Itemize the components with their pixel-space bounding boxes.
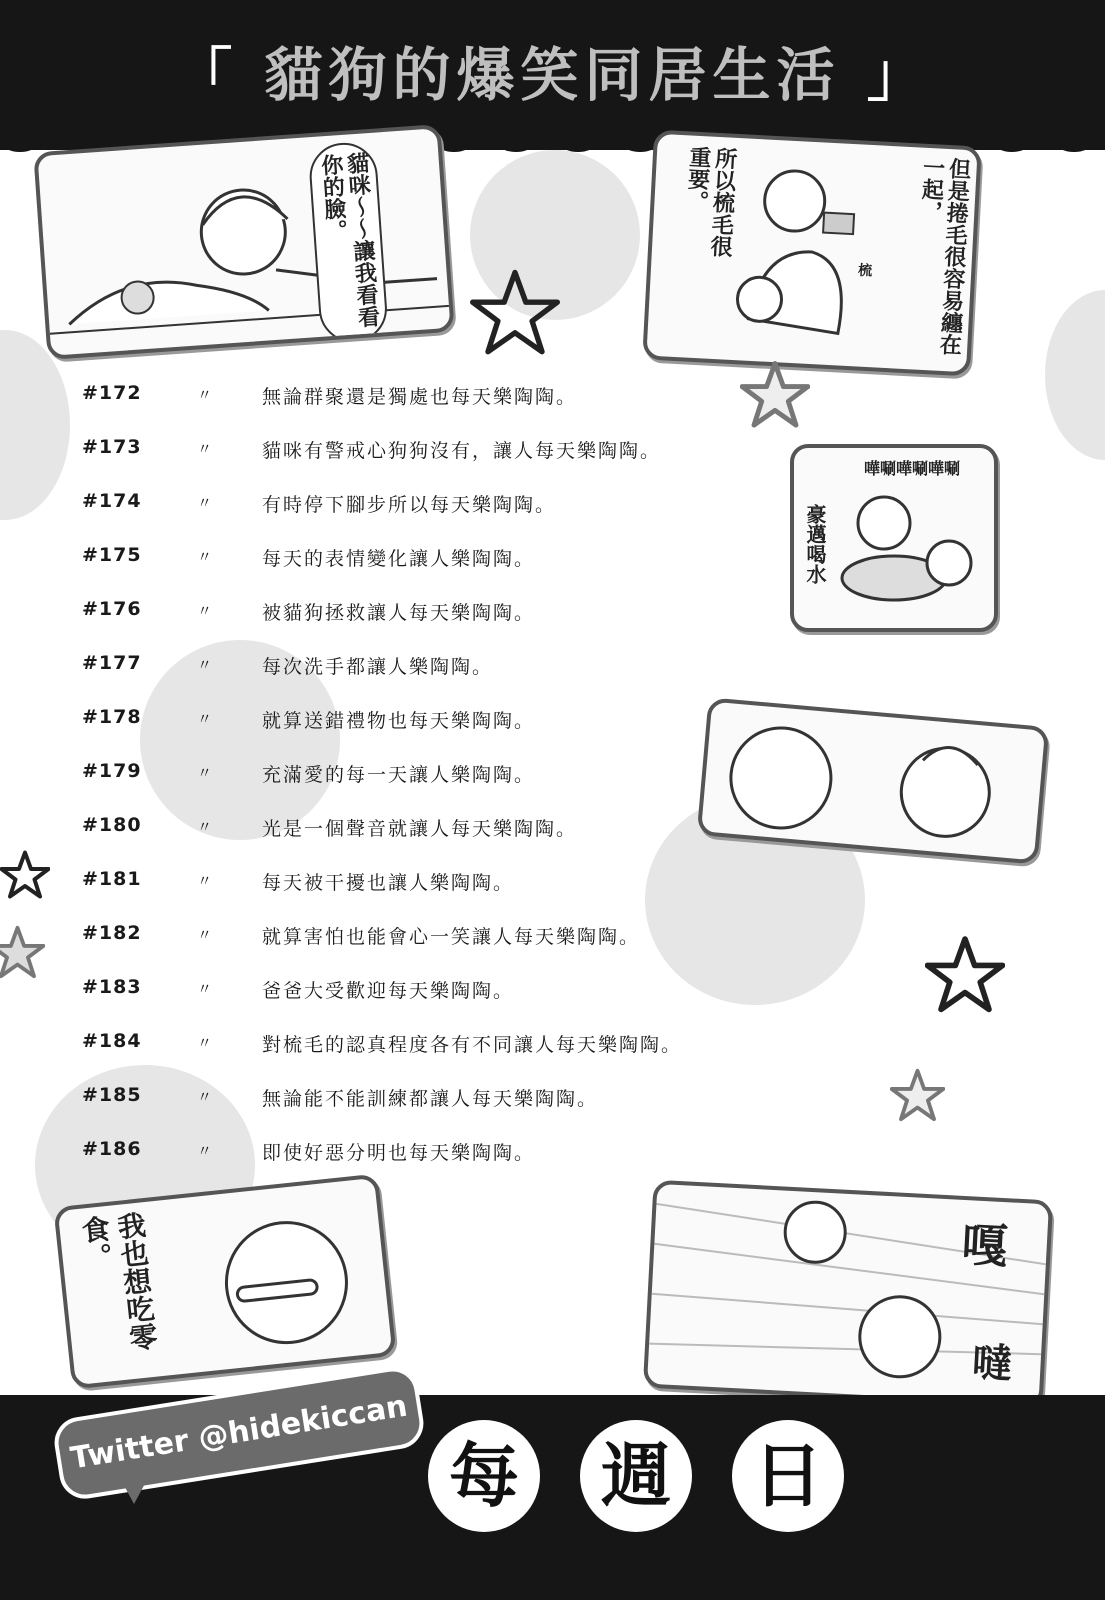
episode-title: 無論群聚還是獨處也每天樂陶陶。 [262, 386, 578, 408]
star-icon [925, 935, 1005, 1015]
star-icon [0, 925, 45, 980]
ditto-mark: 〃 [197, 710, 213, 728]
caption-bottom: 所以梳毛很重要。 [683, 145, 738, 258]
panel-illustration [701, 702, 1045, 861]
speech-bubble: 貓咪～～讓我看看你的臉。 [307, 141, 389, 345]
list-item [82, 760, 722, 790]
episode-title: 充滿愛的每一天讓人樂陶陶。 [262, 764, 536, 786]
star-icon [890, 1068, 945, 1123]
comic-panel-drinking [790, 444, 998, 632]
ditto-mark: 〃 [197, 656, 213, 674]
title-text: 貓狗的爆笑同居生活 [264, 41, 841, 109]
episode-title: 每天被干擾也讓人樂陶陶。 [262, 872, 515, 894]
weekday-char-3: 日 [732, 1420, 844, 1532]
comic-panel-snack [53, 1173, 396, 1389]
episode-title: 每天的表情變化讓人樂陶陶。 [262, 548, 536, 570]
ditto-mark: 〃 [197, 1142, 213, 1160]
episode-number: #183 [82, 976, 142, 998]
list-item [82, 490, 722, 520]
speech-tail [120, 1478, 148, 1504]
episode-title: 即使好惡分明也每天樂陶陶。 [262, 1142, 536, 1164]
ditto-mark: 〃 [197, 1034, 213, 1052]
episode-number: #173 [82, 436, 142, 458]
title-bracket-close: 」 [866, 41, 931, 109]
ditto-mark: 〃 [197, 386, 213, 404]
list-item [82, 1030, 722, 1060]
sfx-splash: 嘩唰嘩唰嘩唰 [864, 459, 961, 478]
title-bracket-open: 「 [174, 41, 239, 109]
ditto-mark: 〃 [197, 494, 213, 512]
bg-circle [0, 330, 70, 520]
list-item [82, 1084, 722, 1114]
ditto-mark: 〃 [197, 926, 213, 944]
episode-title: 無論能不能訓練都讓人每天樂陶陶。 [262, 1088, 599, 1110]
sfx-top: 嘎 [953, 1219, 1010, 1269]
episode-title: 爸爸大受歡迎每天樂陶陶。 [262, 980, 515, 1002]
list-item [82, 922, 722, 952]
episode-number: #180 [82, 814, 142, 836]
comic-panel-cat-dog [697, 697, 1050, 864]
ditto-mark: 〃 [197, 440, 213, 458]
episode-number: #174 [82, 490, 142, 512]
caption-drinking: 豪邁喝水 [803, 504, 827, 584]
episode-number: #177 [82, 652, 142, 674]
twitter-handle: Twitter @hidekiccan [51, 1364, 427, 1503]
list-item [82, 814, 722, 844]
bg-circle [1045, 290, 1105, 460]
episode-number: #182 [82, 922, 142, 944]
ditto-mark: 〃 [197, 764, 213, 782]
episode-number: #172 [82, 382, 142, 404]
caption-snack: 我也想吃零食。 [76, 1209, 160, 1353]
episode-title: 就算送錯禮物也每天樂陶陶。 [262, 710, 536, 732]
episode-number: #178 [82, 706, 142, 728]
list-item [82, 868, 722, 898]
list-item [82, 382, 722, 412]
episode-number: #184 [82, 1030, 142, 1052]
episode-title: 貓咪有警戒心狗狗沒有，讓人每天樂陶陶。 [262, 440, 662, 462]
episode-title: 光是一個聲音就讓人每天樂陶陶。 [262, 818, 578, 840]
episode-title: 對梳毛的認真程度各有不同讓人每天樂陶陶。 [262, 1034, 683, 1056]
ditto-mark: 〃 [197, 818, 213, 836]
panel-illustration [38, 128, 451, 355]
episode-title: 就算害怕也能會心一笑讓人每天樂陶陶。 [262, 926, 641, 948]
episode-number: #185 [82, 1084, 142, 1106]
episode-number: #175 [82, 544, 142, 566]
list-item [82, 652, 722, 682]
weekday-char-1: 每 [428, 1420, 540, 1532]
episode-title: 有時停下腳步所以每天樂陶陶。 [262, 494, 557, 516]
page-title [0, 28, 1105, 112]
caption-top: 但是捲毛很容易纏在一起， [916, 155, 972, 356]
comic-panel-grooming [642, 130, 982, 377]
sfx-comb: 梳 [855, 262, 873, 278]
star-icon [470, 268, 560, 358]
comic-panel-action [643, 1180, 1053, 1409]
star-icon [0, 850, 50, 900]
episode-number: #186 [82, 1138, 142, 1160]
ditto-mark: 〃 [197, 1088, 213, 1106]
episode-title: 被貓狗拯救讓人每天樂陶陶。 [262, 602, 536, 624]
episode-title: 每次洗手都讓人樂陶陶。 [262, 656, 494, 678]
list-item [82, 1138, 722, 1168]
episode-number: #176 [82, 598, 142, 620]
list-item [82, 976, 722, 1006]
ditto-mark: 〃 [197, 548, 213, 566]
ditto-mark: 〃 [197, 980, 213, 998]
episode-number: #179 [82, 760, 142, 782]
list-item [82, 544, 722, 574]
episode-number: #181 [82, 868, 142, 890]
list-item [82, 598, 722, 628]
ditto-mark: 〃 [197, 872, 213, 890]
ditto-mark: 〃 [197, 602, 213, 620]
list-item [82, 436, 722, 466]
weekday-char-2: 週 [580, 1420, 692, 1532]
comic-panel-cat-face [33, 124, 455, 360]
list-item [82, 706, 722, 736]
sfx-bottom: 噠 [964, 1340, 1013, 1383]
star-icon [740, 360, 810, 430]
